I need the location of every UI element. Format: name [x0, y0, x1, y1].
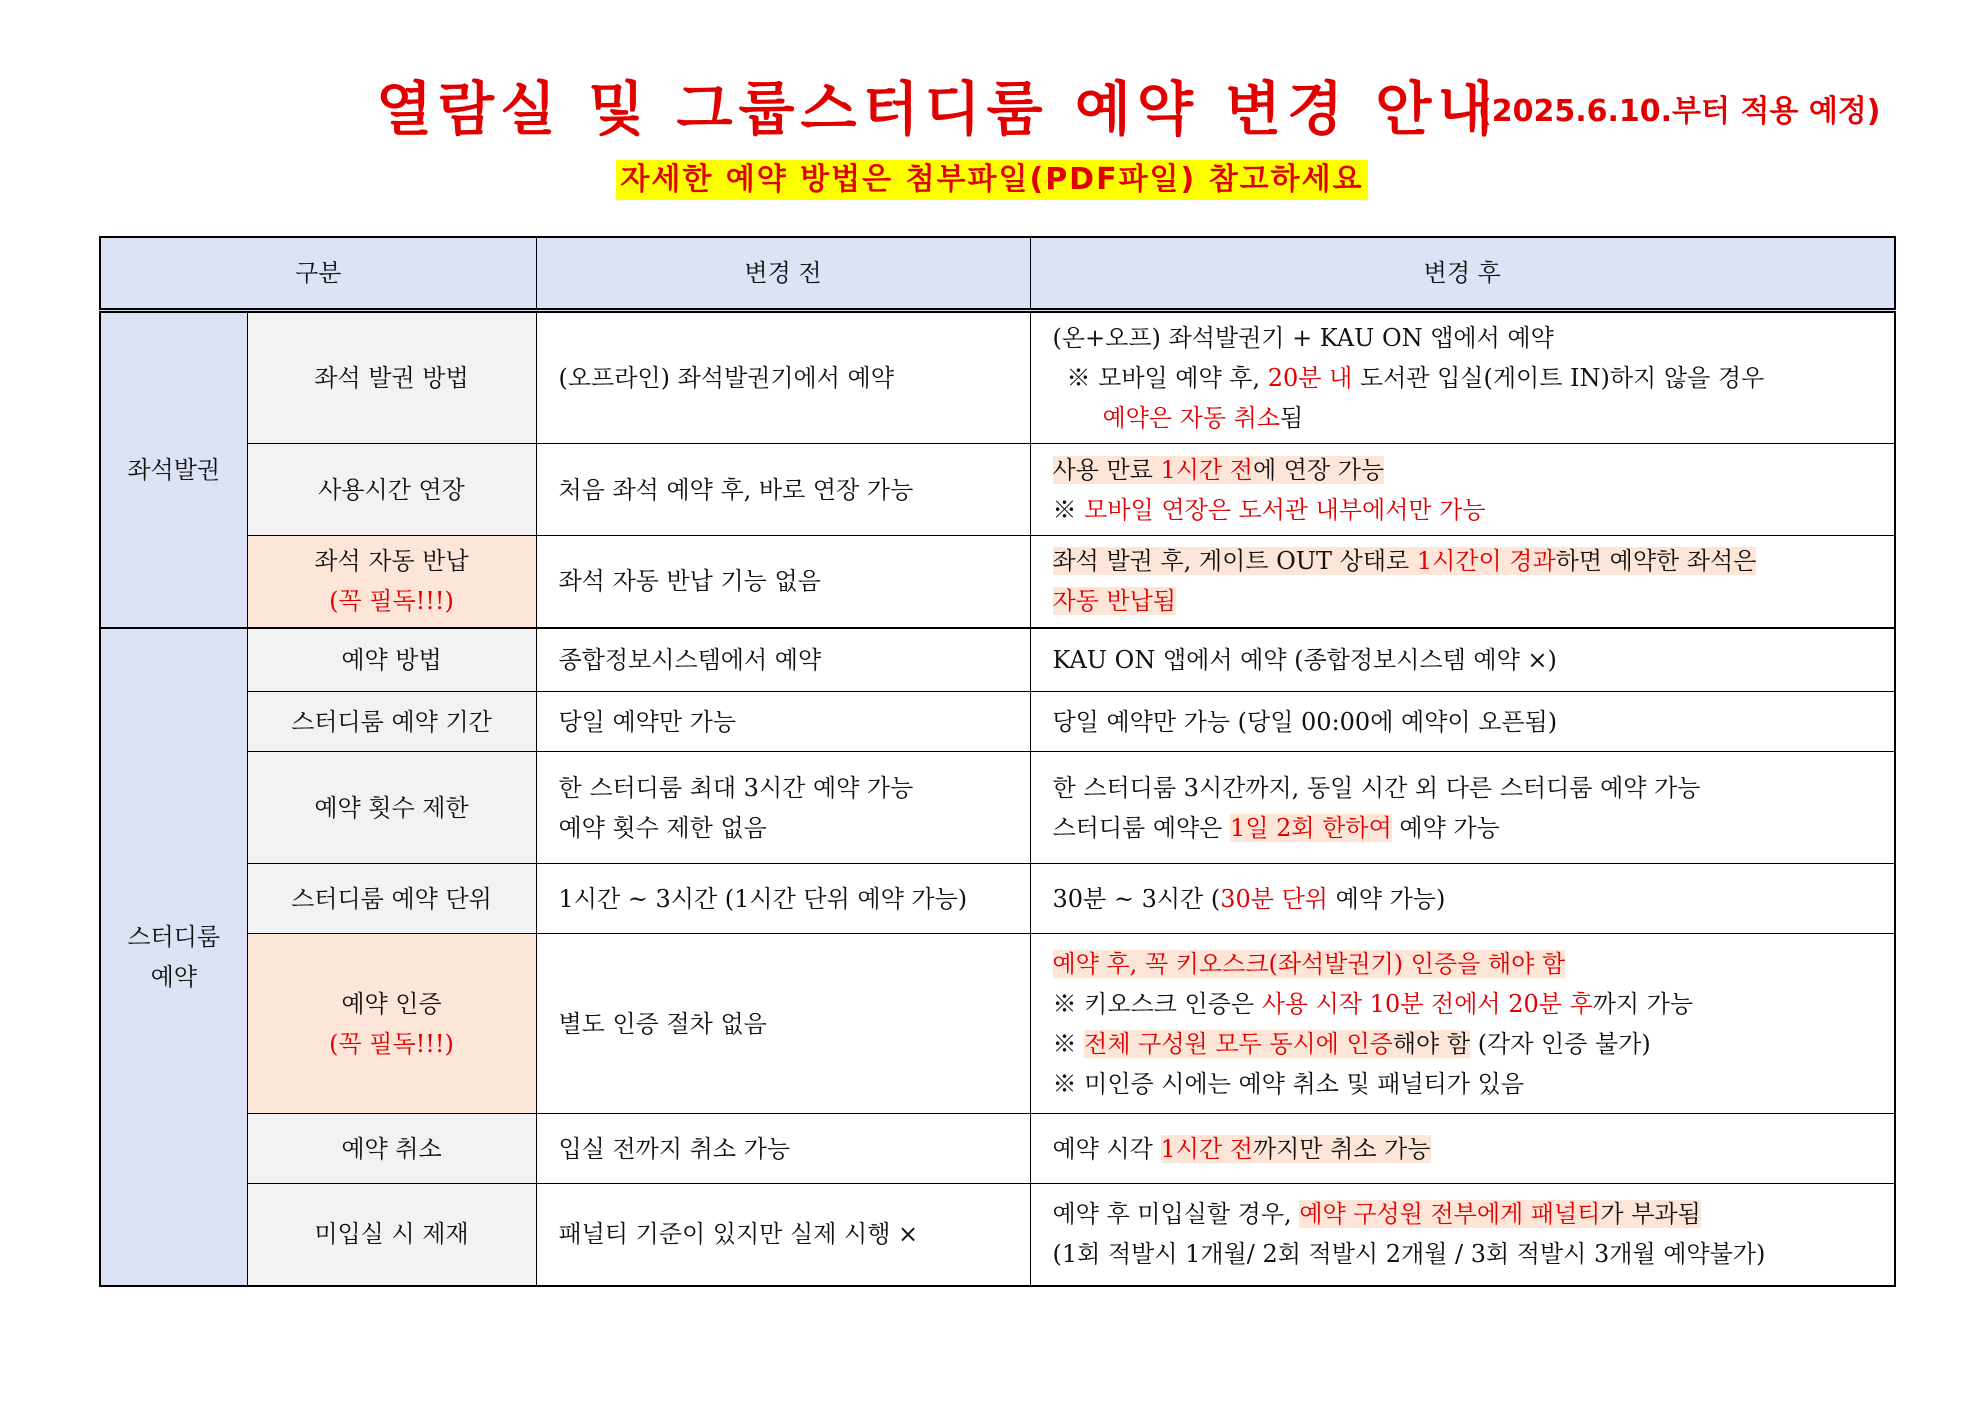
table-row [100, 311, 1895, 444]
pdf-notice: 자세한 예약 방법은 첨부파일(PDF파일) 참고하세요 [616, 160, 1367, 200]
title-row [0, 62, 1984, 142]
before-cell: 당일 예약만 가능 [536, 692, 1030, 752]
table-row [100, 444, 1895, 536]
before-cell: 처음 좌석 예약 후, 바로 연장 가능 [536, 444, 1030, 536]
change-notice-table [99, 236, 1896, 1287]
row-label: 예약 횟수 제한 [247, 752, 536, 864]
before-cell: 종합정보시스템에서 예약 [536, 628, 1030, 692]
after-cell: 좌석 발권 후, 게이트 OUT 상태로 1시간이 경과하면 예약한 좌석은 자동 반납됨 [1030, 536, 1895, 628]
effective-date-note: (2025.6.10.부터 적용 예정) [1478, 94, 1881, 129]
before-cell: 패널티 기준이 있지만 실제 시행 × [536, 1184, 1030, 1286]
after-cell: 당일 예약만 가능 (당일 00:00에 예약이 오픈됨) [1030, 692, 1895, 752]
table-row [100, 752, 1895, 864]
row-label: 스터디룸 예약 단위 [247, 864, 536, 934]
row-label: 좌석 발권 방법 [247, 311, 536, 444]
table-row [100, 1184, 1895, 1286]
after-cell: KAU ON 앱에서 예약 (종합정보시스템 예약 ×) [1030, 628, 1895, 692]
after-cell: 한 스터디룸 3시간까지, 동일 시간 외 다른 스터디룸 예약 가능 스터디룸 예약은 1일 2회 한하여 예약 가능 [1030, 752, 1895, 864]
table-row [100, 1114, 1895, 1184]
page-title: 열람실 및 그룹스터디룸 예약 변경 안내 [376, 75, 1500, 143]
table-row [100, 934, 1895, 1114]
before-cell: 한 스터디룸 최대 3시간 예약 가능 예약 횟수 제한 없음 [536, 752, 1030, 864]
subtitle-wrap [0, 160, 1984, 200]
header-before: 변경 전 [536, 237, 1030, 311]
must-read-note: (꼭 필독!!!) [329, 1029, 454, 1058]
after-cell: 예약 후 미입실할 경우, 예약 구성원 전부에게 패널티가 부과됨 (1회 적발시 1개월/ 2회 적발시 2개월 / 3회 적발시 3개월 예약불가) [1030, 1184, 1895, 1286]
row-label: 예약 방법 [247, 628, 536, 692]
must-read-note: (꼭 필독!!!) [329, 587, 454, 616]
header-after: 변경 후 [1030, 237, 1895, 311]
before-cell: 별도 인증 절차 없음 [536, 934, 1030, 1114]
row-label: 예약 취소 [247, 1114, 536, 1184]
after-cell: (온+오프) 좌석발권기 + KAU ON 앱에서 예약 ※ 모바일 예약 후, 20분 내 도서관 입실(게이트 IN)하지 않을 경우 예약은 자동 취소됨 [1030, 311, 1895, 444]
table-row [100, 628, 1895, 692]
table-row [100, 536, 1895, 628]
before-cell: 좌석 자동 반납 기능 없음 [536, 536, 1030, 628]
group-study-room: 스터디룸 예약 [100, 628, 247, 1286]
before-cell: (오프라인) 좌석발권기에서 예약 [536, 311, 1030, 444]
before-cell: 입실 전까지 취소 가능 [536, 1114, 1030, 1184]
group-seat: 좌석발권 [100, 311, 247, 628]
after-cell: 30분 ~ 3시간 (30분 단위 예약 가능) [1030, 864, 1895, 934]
table-header-row [100, 237, 1895, 311]
table-row [100, 864, 1895, 934]
after-cell: 사용 만료 1시간 전에 연장 가능 ※ 모바일 연장은 도서관 내부에서만 가능 [1030, 444, 1895, 536]
row-label: 사용시간 연장 [247, 444, 536, 536]
row-label: 미입실 시 제재 [247, 1184, 536, 1286]
after-cell: 예약 시각 1시간 전까지만 취소 가능 [1030, 1114, 1895, 1184]
table-row [100, 692, 1895, 752]
after-cell: 예약 후, 꼭 키오스크(좌석발권기) 인증을 해야 함 ※ 키오스크 인증은 사용 시작 10분 전에서 20분 후까지 가능 ※ 전체 구성원 모두 동시에 인증해야 함 (각자 인증 불가) ※ 미인증 시에는 예약 취소 및 패널티가 있음 [1030, 934, 1895, 1114]
row-label: 예약 인증 (꼭 필독!!!) [247, 934, 536, 1114]
header-category: 구분 [100, 237, 536, 311]
before-cell: 1시간 ~ 3시간 (1시간 단위 예약 가능) [536, 864, 1030, 934]
row-label: 좌석 자동 반납 (꼭 필독!!!) [247, 536, 536, 628]
row-label: 스터디룸 예약 기간 [247, 692, 536, 752]
